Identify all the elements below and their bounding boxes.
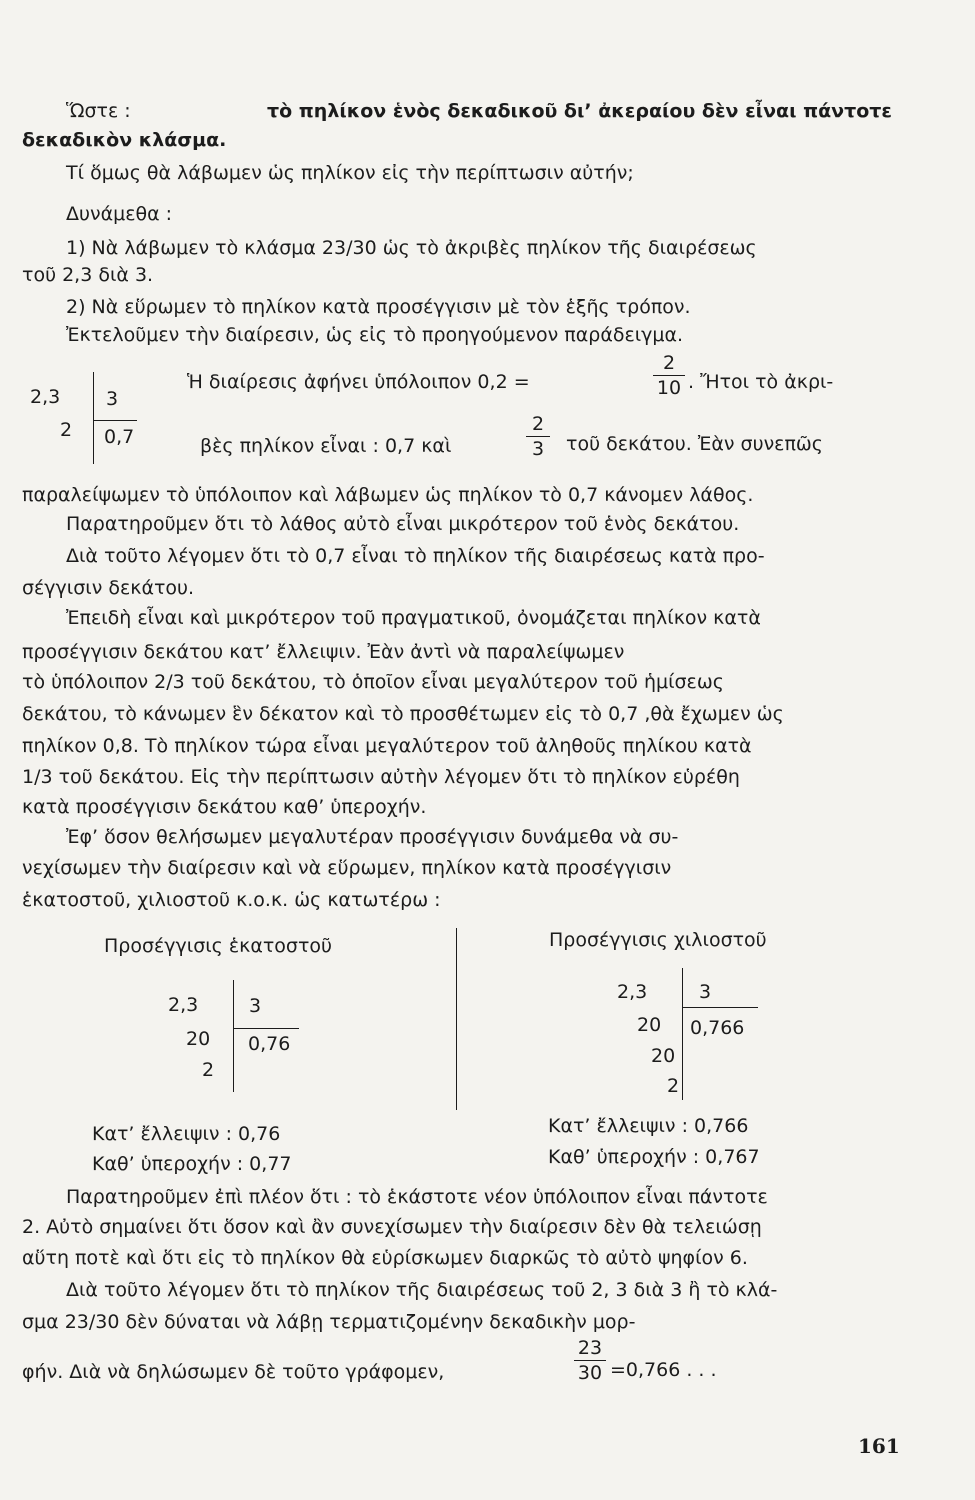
divisor: 3 (249, 995, 262, 1017)
lead-word: Ὥστε : (66, 100, 131, 122)
text-line: Ἡ διαίρεσις ἀφήνει ὑπόλοιπον 0,2 = (187, 371, 530, 393)
text-line: Τί ὅμως θὰ λάβωμεν ὡς πηλίκον εἰς τὴν περίπτωσιν αὐτήν; (66, 162, 634, 184)
remainder: 2 (60, 419, 73, 441)
conclusion-emphasis: τὸ πηλίκον ἑνὸς δεκαδικοῦ δι’ ἀκεραίου δὲν εἶναι πάντοτε (266, 100, 892, 122)
fraction-bar (653, 375, 685, 376)
remainder: 20 (186, 1028, 211, 1050)
text-line: Ἐκτελοῦμεν τὴν διαίρεσιν, ὡς εἰς τὸ προηγούμενον παράδειγμα. (66, 324, 684, 346)
fraction-numerator: 23 (577, 1337, 603, 1359)
quotient: 0,766 (690, 1017, 745, 1039)
quotient: 0,7 (104, 426, 135, 448)
text-line: Διὰ τοῦτο λέγομεν ὅτι τὸ πηλίκον τῆς διαιρέσεως τοῦ 2, 3 διὰ 3 ἢ τὸ κλά- (66, 1279, 778, 1301)
division-vertical-rule (233, 980, 234, 1092)
fraction-bar (574, 1360, 606, 1361)
text-line: νεχίσωμεν τὴν διαίρεσιν καὶ νὰ εὕρωμεν, πηλίκον κατὰ προσέγγισιν (22, 857, 672, 879)
text-line: αὕτη ποτὲ καὶ ὅτι εἰς τὸ πηλίκον θὰ εὑρίσκωμεν διαρκῶς τὸ αὐτὸ ψηφίον 6. (22, 1247, 748, 1269)
text-line: . Ἤτοι τὸ ἀκρι- (688, 371, 834, 393)
fraction-denominator: 3 (531, 438, 545, 460)
remainder: 20 (651, 1045, 676, 1067)
fraction-numerator: 2 (531, 413, 545, 435)
fraction-numerator: 2 (662, 352, 676, 374)
text-line: πηλίκον 0,8. Τὸ πηλίκον τώρα εἶναι μεγαλύτερον τοῦ ἀληθοῦς πηλίκου κατὰ (22, 735, 752, 757)
division-horizontal-rule (233, 1028, 299, 1029)
fraction (574, 1337, 606, 1384)
division-horizontal-rule (93, 420, 137, 421)
text-line: 2) Νὰ εὕρωμεν τὸ πηλίκον κατὰ προσέγγισιν μὲ τὸν ἑξῆς τρόπον. (66, 296, 691, 318)
left-column-title: Προσέγγισις ἑκατοστοῦ (104, 935, 333, 957)
text-line: ἑκατοστοῦ, χιλιοστοῦ κ.ο.κ. ὡς κατωτέρω : (22, 889, 441, 911)
fraction (526, 413, 550, 460)
text-line: παραλείψωμεν τὸ ὑπόλοιπον καὶ λάβωμεν ὡς πηλίκον τὸ 0,7 κάνομεν λάθος. (22, 484, 754, 506)
text-line: 1) Νὰ λάβωμεν τὸ κλάσμα 23/30 ὡς τὸ ἀκριβὲς πηλίκον τῆς διαιρέσεως (66, 237, 757, 259)
text-line (66, 99, 892, 123)
approximation-deficit: Κατ’ ἔλλειψιν : 0,76 (92, 1123, 281, 1145)
text-line: Παρατηροῦμεν ὅτι τὸ λάθος αὐτὸ εἶναι μικρότερον τοῦ ἑνὸς δεκάτου. (66, 513, 740, 535)
dividend: 2,3 (168, 994, 199, 1016)
page-number: 161 (858, 1434, 900, 1458)
text-line: τοῦ 2,3 διὰ 3. (22, 264, 154, 286)
right-column-title: Προσέγγισις χιλιοστοῦ (549, 929, 767, 951)
remainder: 2 (202, 1059, 215, 1081)
text-line: Δυνάμεθα : (66, 203, 173, 225)
text-line: δεκαδικὸν κλάσμα. (22, 129, 227, 151)
text-line: Ἐφ’ ὅσον θελήσωμεν μεγαλυτέραν προσέγγισιν δυνάμεθα νὰ συ- (66, 826, 679, 848)
text-line: φήν. Διὰ νὰ δηλώσωμεν δὲ τοῦτο γράφομεν, (22, 1361, 445, 1383)
approximation-deficit: Κατ’ ἔλλειψιν : 0,766 (548, 1115, 749, 1137)
text-line: κατὰ προσέγγισιν δεκάτου καθ’ ὑπεροχήν. (22, 796, 427, 818)
fraction-denominator: 30 (577, 1362, 603, 1384)
text-line: =0,766 . . . (610, 1359, 717, 1381)
text-line: 2. Αὐτὸ σημαίνει ὅτι ὅσον καὶ ἂν συνεχίσωμεν τὴν διαίρεσιν δὲν θὰ τελειώσῃ (22, 1216, 762, 1238)
text-line: Ἐπειδὴ εἶναι καὶ μικρότερον τοῦ πραγματικοῦ, ὀνομάζεται πηλίκον κατὰ (66, 607, 761, 629)
divisor: 3 (699, 981, 712, 1003)
text-line: Παρατηροῦμεν ἐπὶ πλέον ὅτι : τὸ ἑκάστοτε νέον ὑπόλοιπον εἶναι πάντοτε (66, 1186, 768, 1208)
text-line: βὲς πηλίκον εἶναι : 0,7 καὶ (200, 435, 452, 457)
dividend: 2,3 (30, 386, 61, 408)
column-divider (456, 928, 457, 1110)
text-line: τὸ ὑπόλοιπον 2/3 τοῦ δεκάτου, τὸ ὁποῖον εἶναι μεγαλύτερον τοῦ ἡμίσεως (22, 671, 724, 693)
approximation-excess: Καθ’ ὑπεροχήν : 0,767 (548, 1146, 760, 1168)
fraction (653, 352, 685, 399)
fraction-bar (526, 436, 550, 437)
dividend: 2,3 (617, 981, 648, 1003)
text-line: σέγγισιν δεκάτου. (22, 577, 195, 599)
quotient: 0,76 (248, 1033, 291, 1055)
divisor: 3 (106, 388, 119, 410)
text-line: δεκάτου, τὸ κάνωμεν ἓν δέκατον καὶ τὸ προσθέτωμεν εἰς τὸ 0,7 ,θὰ ἔχωμεν ὡς (22, 703, 784, 725)
division-vertical-rule (93, 372, 94, 464)
remainder: 2 (667, 1075, 680, 1097)
fraction-denominator: 10 (656, 377, 682, 399)
text-line: Διὰ τοῦτο λέγομεν ὅτι τὸ 0,7 εἶναι τὸ πηλίκον τῆς διαιρέσεως κατὰ προ- (66, 545, 765, 567)
division-horizontal-rule (682, 1007, 758, 1008)
text-line: τοῦ δεκάτου. Ἐὰν συνεπῶς (566, 433, 823, 455)
division-vertical-rule (682, 968, 683, 1100)
text-line: προσέγγισιν δεκάτου κατ’ ἔλλειψιν. Ἐὰν ἀντὶ νὰ παραλείψωμεν (22, 641, 625, 663)
remainder: 20 (637, 1014, 662, 1036)
text-line: σμα 23/30 δὲν δύναται νὰ λάβῃ τερματιζομένην δεκαδικὴν μορ- (22, 1311, 636, 1333)
text-line: 1/3 τοῦ δεκάτου. Εἰς τὴν περίπτωσιν αὐτὴν λέγομεν ὅτι τὸ πηλίκον εὑρέθη (22, 766, 740, 788)
approximation-excess: Καθ’ ὑπεροχήν : 0,77 (92, 1153, 292, 1175)
